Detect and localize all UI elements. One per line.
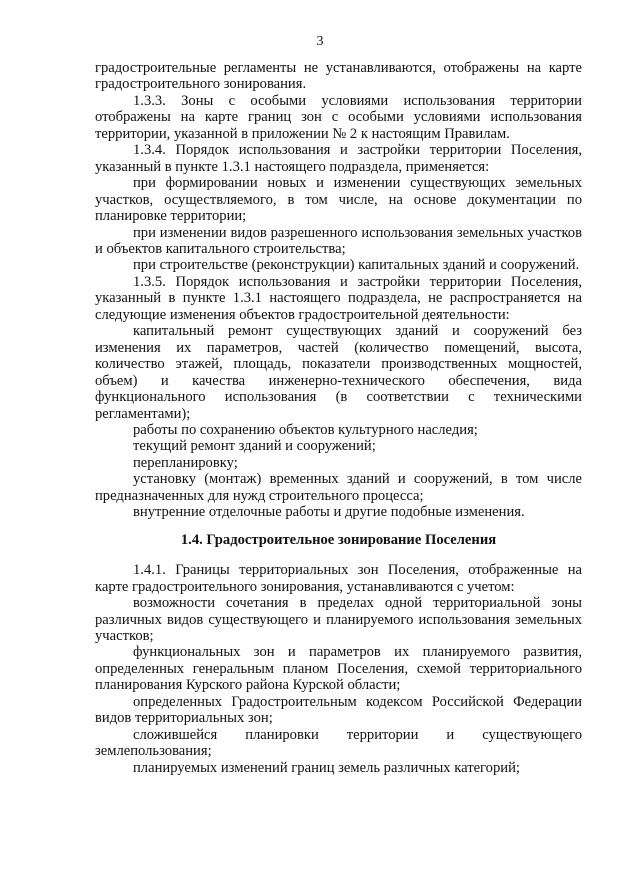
section-heading: 1.4. Градостроительное зонирование Поселения: [180, 531, 497, 548]
paragraph: определенных Градостроительным кодексом Российской Федерации видов территориальных зон;: [95, 693, 582, 727]
paragraph: внутренние отделочные работы и другие подобные изменения.: [133, 504, 525, 521]
document-body: [95, 60, 582, 776]
paragraph: при изменении видов разрешенного использования земельных участков и объектов капитального строительства;: [95, 224, 582, 257]
paragraph: 1.4.1. Границы территориальных зон Поселения, отображенные на карте градостроительного зонирования, устанавливаются с учетом:: [95, 562, 582, 595]
paragraph: при формировании новых и изменении существующих земельных участков, осуществляемого, в том числе, на основе документации по планировке территории;: [95, 175, 582, 225]
paragraph: перепланировку;: [133, 454, 238, 471]
paragraph: функциональных зон и параметров их планируемого развития, определенных генеральным планом Поселения, схемой территориального планирования Курского района Курской области;: [95, 644, 582, 694]
page-number: 3: [316, 34, 324, 49]
paragraph: возможности сочетания в пределах одной территориальной зоны различных видов существующего и планируемого использования земельных участков;: [95, 595, 582, 644]
paragraph: градостроительные регламенты не устанавливаются, отображены на карте градостроительного зонирования.: [95, 60, 582, 93]
paragraph: сложившейся планировки территории и существующего землепользования;: [95, 726, 582, 760]
paragraph: 1.3.3. Зоны с особыми условиями использования территории отображены на карте границ зон с особыми условиями использования территории, указанной в приложении № 2 к настоящим Правилам.: [95, 92, 582, 142]
paragraph: планируемых изменений границ земель различных категорий;: [133, 759, 520, 776]
paragraph: капитальный ремонт существующих зданий и сооружений без изменения их параметров, частей (количество помещений, высота, количество этажей, площадь, показатели производственных мощностей, объем) и качества инженерно-технического обеспечения, вида функционального использования (в соответствии с техническими регламентами);: [95, 323, 582, 422]
paragraph: при строительстве (реконструкции) капитальных зданий и сооружений.: [133, 257, 580, 274]
paragraph: 1.3.5. Порядок использования и застройки территории Поселения, указанный в пункте 1.3.1 настоящего подраздела, не распространяется на следующие изменения объектов градостроительной деятельности:: [95, 273, 582, 323]
paragraph: работы по сохранению объектов культурного наследия;: [133, 421, 478, 438]
paragraph: текущий ремонт зданий и сооружений;: [133, 438, 376, 455]
paragraph: 1.3.4. Порядок использования и застройки территории Поселения, указанный в пункте 1.3.1 настоящего подраздела, применяется:: [95, 142, 582, 175]
paragraph: установку (монтаж) временных зданий и сооружений, в том числе предназначенных для нужд строительного процесса;: [95, 471, 582, 504]
